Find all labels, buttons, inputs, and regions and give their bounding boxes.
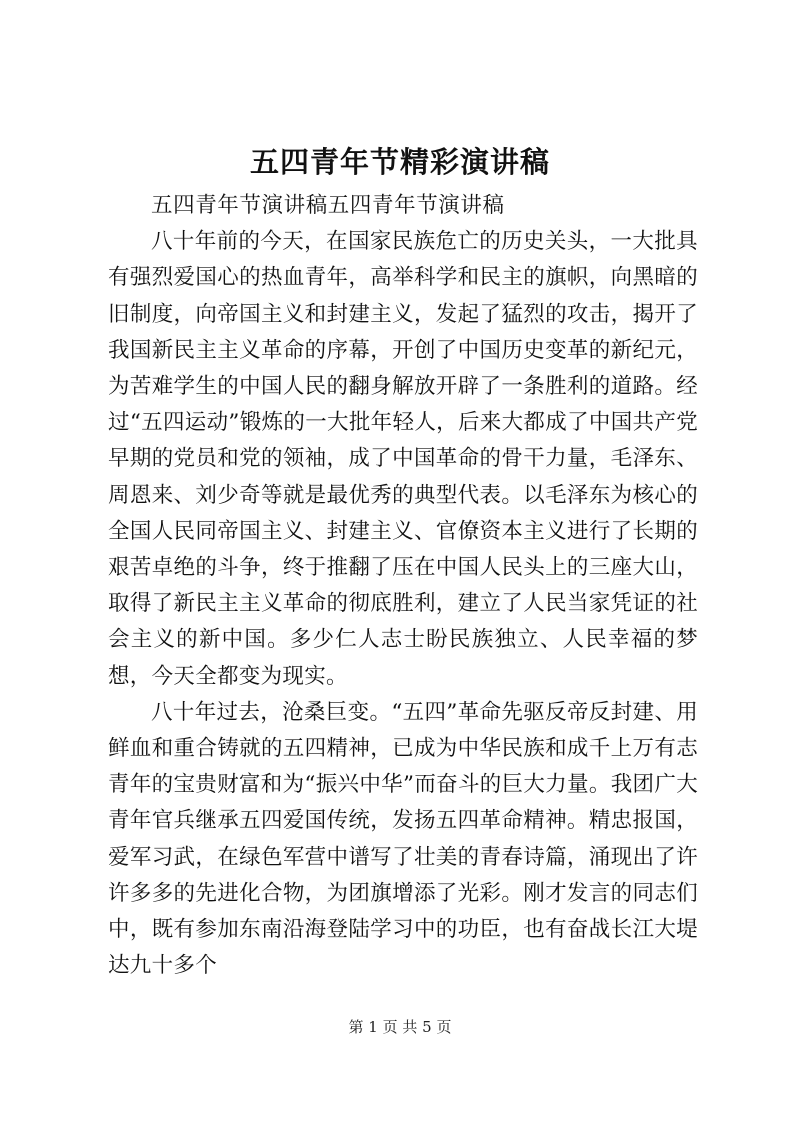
document-body [108,188,698,984]
document-title: 五四青年节精彩演讲稿 [249,145,550,179]
page-number-footer: 第 1 页 共 5 页 [348,1018,452,1036]
body-paragraph: 八十年前的今天，在国家民族危亡的历史关头，一大批具有强烈爱国心的热血青年，高举科学和民主的旗帜，向黑暗的旧制度，向帝国主义和封建主义，发起了猛烈的攻击，揭开了我国新民主主义革命的序幕，开创了中国历史变革的新纪元，为苦难学生的中国人民的翻身解放开辟了一条胜利的道路。经过“五四运动”锻炼的一大批年轻人，后来大都成了中国共产党早期的党员和党的领袖，成了中国革命的骨干力量，毛泽东、周恩来、刘少奇等就是最优秀的典型代表。以毛泽东为核心的全国人民同帝国主义、封建主义、官僚资本主义进行了长期的艰苦卓绝的斗争，终于推翻了压在中国人民头上的三座大山，取得了新民主主义革命的彻底胜利，建立了人民当家凭证的社会主义的新中国。多少仁人志士盼民族独立、人民幸福的梦想，今天全都变为现实。 [108,229,698,689]
subtitle-paragraph: 五四青年节演讲稿五四青年节演讲稿 [151,193,505,218]
body-paragraph: 八十年过去，沧桑巨变。“五四”革命先驱反帝反封建、用鲜血和重合铸就的五四精神，已成为中华民族和成千上万有志青年的宝贵财富和为“振兴中华”而奋斗的巨大力量。我团广大青年官兵继承五四爱国传统，发扬五四革命精神。精忠报国，爱军习武，在绿色军营中谱写了壮美的青春诗篇，涌现出了许许多多的先进化合物，为团旗增添了光彩。刚才发言的同志们中，既有参加东南沿海登陆学习中的功臣，也有奋战长江大堤达九十多个 [108,699,698,979]
